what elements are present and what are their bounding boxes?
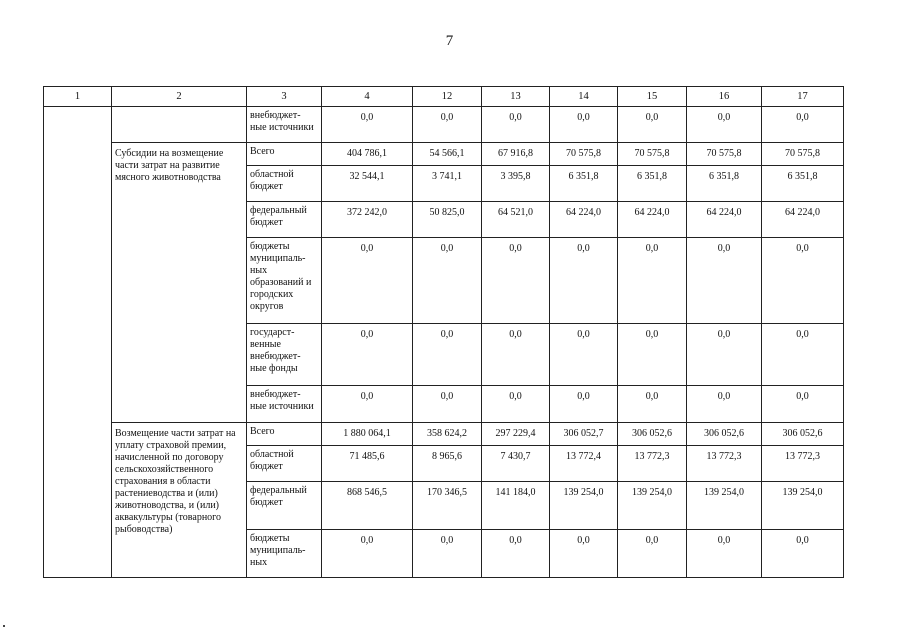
value-cell: 0,0 bbox=[762, 386, 844, 423]
value-cell: 141 184,0 bbox=[482, 482, 550, 530]
value-cell: 306 052,7 bbox=[550, 423, 618, 446]
header-cell: 12 bbox=[413, 87, 482, 107]
funding-source: областной бюджет bbox=[247, 446, 322, 482]
value-cell: 0,0 bbox=[687, 530, 762, 578]
value-cell: 6 351,8 bbox=[618, 166, 687, 202]
value-cell: 0,0 bbox=[550, 530, 618, 578]
value-cell: 0,0 bbox=[550, 324, 618, 386]
header-cell: 4 bbox=[322, 87, 413, 107]
value-cell: 32 544,1 bbox=[322, 166, 413, 202]
value-cell: 64 224,0 bbox=[550, 202, 618, 238]
value-cell: 0,0 bbox=[482, 386, 550, 423]
value-cell: 358 624,2 bbox=[413, 423, 482, 446]
value-cell: 0,0 bbox=[687, 238, 762, 324]
funding-source: государст- венные внебюджет- ные фонды bbox=[247, 324, 322, 386]
funding-source: внебюджет- ные источники bbox=[247, 107, 322, 143]
value-cell: 0,0 bbox=[762, 107, 844, 143]
header-cell: 17 bbox=[762, 87, 844, 107]
value-cell: 0,0 bbox=[413, 324, 482, 386]
header-cell: 13 bbox=[482, 87, 550, 107]
value-cell: 0,0 bbox=[413, 386, 482, 423]
value-cell: 0,0 bbox=[413, 107, 482, 143]
value-cell: 0,0 bbox=[482, 238, 550, 324]
value-cell: 6 351,8 bbox=[687, 166, 762, 202]
value-cell: 67 916,8 bbox=[482, 143, 550, 166]
value-cell: 0,0 bbox=[550, 386, 618, 423]
value-cell: 0,0 bbox=[482, 324, 550, 386]
value-cell: 139 254,0 bbox=[618, 482, 687, 530]
value-cell: 0,0 bbox=[322, 238, 413, 324]
value-cell: 139 254,0 bbox=[762, 482, 844, 530]
value-cell: 0,0 bbox=[687, 107, 762, 143]
value-cell: 3 741,1 bbox=[413, 166, 482, 202]
header-cell: 16 bbox=[687, 87, 762, 107]
value-cell: 64 521,0 bbox=[482, 202, 550, 238]
value-cell: 6 351,8 bbox=[550, 166, 618, 202]
value-cell: 54 566,1 bbox=[413, 143, 482, 166]
value-cell: 0,0 bbox=[550, 238, 618, 324]
value-cell: 0,0 bbox=[618, 530, 687, 578]
value-cell: 0,0 bbox=[762, 324, 844, 386]
value-cell: 6 351,8 bbox=[762, 166, 844, 202]
value-cell: 0,0 bbox=[322, 324, 413, 386]
value-cell: 0,0 bbox=[322, 530, 413, 578]
value-cell: 0,0 bbox=[550, 107, 618, 143]
header-row bbox=[44, 87, 844, 107]
value-cell: 0,0 bbox=[413, 238, 482, 324]
header-cell: 15 bbox=[618, 87, 687, 107]
value-cell: 70 575,8 bbox=[762, 143, 844, 166]
funding-source: областной бюджет bbox=[247, 166, 322, 202]
value-cell: 0,0 bbox=[482, 530, 550, 578]
value-cell: 64 224,0 bbox=[618, 202, 687, 238]
value-cell: 3 395,8 bbox=[482, 166, 550, 202]
value-cell: 0,0 bbox=[482, 107, 550, 143]
value-cell: 13 772,4 bbox=[550, 446, 618, 482]
empty-cell bbox=[44, 107, 112, 578]
value-cell: 0,0 bbox=[618, 324, 687, 386]
value-cell: 0,0 bbox=[618, 238, 687, 324]
header-cell: 1 bbox=[44, 87, 112, 107]
value-cell: 0,0 bbox=[687, 324, 762, 386]
table-row bbox=[44, 423, 844, 446]
value-cell: 306 052,6 bbox=[762, 423, 844, 446]
value-cell: 306 052,6 bbox=[618, 423, 687, 446]
value-cell: 70 575,8 bbox=[687, 143, 762, 166]
value-cell: 8 965,6 bbox=[413, 446, 482, 482]
value-cell: 70 575,8 bbox=[618, 143, 687, 166]
value-cell: 13 772,3 bbox=[618, 446, 687, 482]
value-cell: 64 224,0 bbox=[687, 202, 762, 238]
table-row bbox=[44, 143, 844, 166]
value-cell: 50 825,0 bbox=[413, 202, 482, 238]
header-cell: 14 bbox=[550, 87, 618, 107]
value-cell: 0,0 bbox=[413, 530, 482, 578]
value-cell: 0,0 bbox=[322, 107, 413, 143]
value-cell: 372 242,0 bbox=[322, 202, 413, 238]
value-cell: 71 485,6 bbox=[322, 446, 413, 482]
funding-source: федеральный бюджет bbox=[247, 482, 322, 530]
value-cell: 7 430,7 bbox=[482, 446, 550, 482]
value-cell: 1 880 064,1 bbox=[322, 423, 413, 446]
funding-source: бюджеты муниципаль- ных bbox=[247, 530, 322, 578]
funding-source: Всего bbox=[247, 423, 322, 446]
value-cell: 297 229,4 bbox=[482, 423, 550, 446]
value-cell: 0,0 bbox=[618, 386, 687, 423]
value-cell: 0,0 bbox=[322, 386, 413, 423]
value-cell: 139 254,0 bbox=[550, 482, 618, 530]
funding-source: бюджеты муниципаль- ных образований и городских округов bbox=[247, 238, 322, 324]
value-cell: 170 346,5 bbox=[413, 482, 482, 530]
value-cell: 868 546,5 bbox=[322, 482, 413, 530]
value-cell: 13 772,3 bbox=[687, 446, 762, 482]
value-cell: 139 254,0 bbox=[687, 482, 762, 530]
empty-cell bbox=[112, 107, 247, 143]
funding-source: федеральный бюджет bbox=[247, 202, 322, 238]
header-cell: 3 bbox=[247, 87, 322, 107]
value-cell: 64 224,0 bbox=[762, 202, 844, 238]
value-cell: 404 786,1 bbox=[322, 143, 413, 166]
header-cell: 2 bbox=[112, 87, 247, 107]
table-row bbox=[44, 107, 844, 143]
value-cell: 0,0 bbox=[762, 530, 844, 578]
value-cell: 70 575,8 bbox=[550, 143, 618, 166]
funding-source: внебюджет- ные источники bbox=[247, 386, 322, 423]
value-cell: 0,0 bbox=[687, 386, 762, 423]
value-cell: 0,0 bbox=[618, 107, 687, 143]
budget-table bbox=[43, 86, 844, 578]
value-cell: 306 052,6 bbox=[687, 423, 762, 446]
funding-source: Всего bbox=[247, 143, 322, 166]
value-cell: 0,0 bbox=[762, 238, 844, 324]
scan-speck bbox=[3, 625, 5, 627]
page-number: 7 bbox=[445, 33, 454, 49]
measure-name: Субсидии на возмещение части затрат на развитие мясного животноводства bbox=[112, 143, 247, 423]
value-cell: 13 772,3 bbox=[762, 446, 844, 482]
measure-name: Возмещение части затрат на уплату страховой премии, начисленной по договору сельскохозяйственного страхования в области растениеводства и (или) животноводства, и (или) аквакультуры (товарного рыбоводства) bbox=[112, 423, 247, 578]
